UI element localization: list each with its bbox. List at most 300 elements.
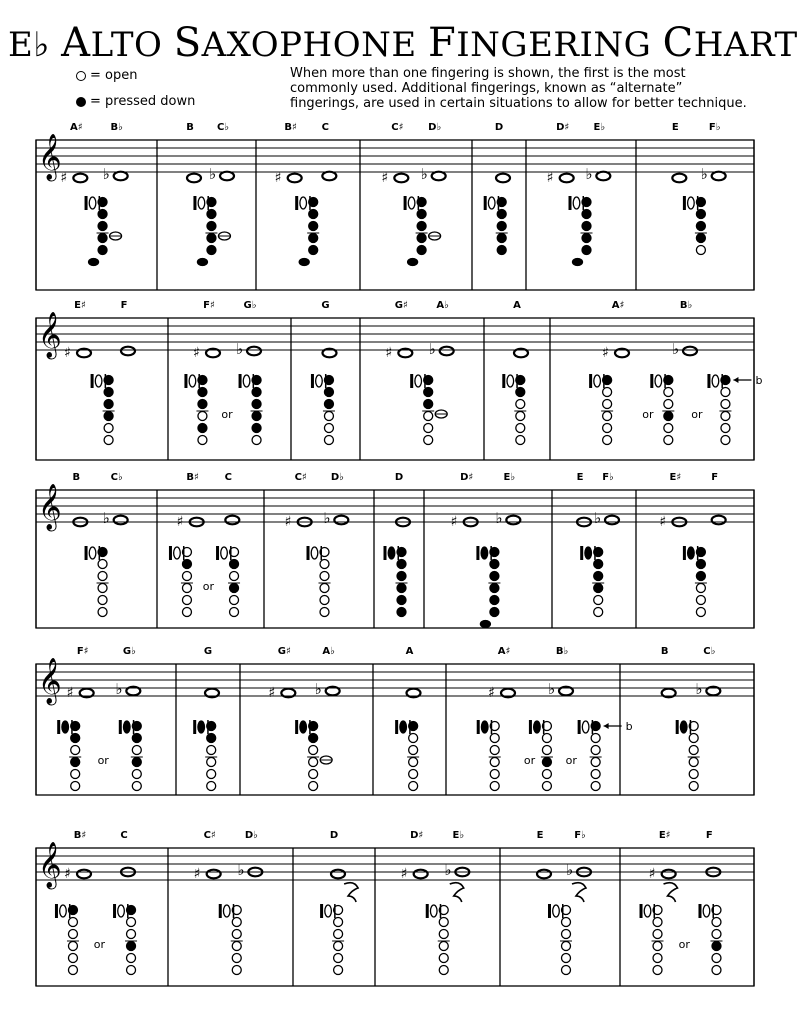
fingering-key-1 [582, 198, 591, 207]
fingering-key-1 [696, 548, 705, 557]
fingering-key-5 [439, 954, 448, 963]
fingering-low-key [299, 259, 309, 266]
fingering-octave-key-bar [410, 374, 413, 388]
fingering-key-4 [594, 584, 603, 593]
fingering-key-5 [309, 770, 318, 779]
fingering-key-2 [324, 388, 333, 397]
note-note-head [537, 870, 551, 879]
fingering-octave-key-bar [589, 374, 592, 388]
note-sharp-sign: ♯ [60, 170, 68, 186]
fingering-alt-key-5 [664, 424, 673, 433]
note-sharp-sign: ♯ [385, 345, 393, 361]
cell-1-7 [672, 122, 726, 255]
fingering-key-4 [562, 942, 571, 951]
fingering-key-2 [582, 210, 591, 219]
fingering-alt-key-2 [252, 388, 261, 397]
note-flat-sign: ♭ [428, 340, 436, 358]
fingering-key-6 [309, 782, 318, 791]
fingering-palm-keys [572, 883, 586, 902]
fingering-alt-thumb-key [221, 547, 228, 559]
fingering-alt-key-2 [230, 560, 239, 569]
flat-key-label: b [625, 720, 633, 733]
fingering-octave-key-bar [320, 904, 323, 918]
fingering-thumb-key [300, 197, 307, 209]
fingering-alt-key-3 [664, 400, 673, 409]
fingering-key-5 [324, 424, 333, 433]
fingering-key-1 [409, 722, 418, 731]
fingering-key-6 [324, 436, 333, 445]
fingering-key-2 [490, 734, 499, 743]
fingering-key-1 [516, 376, 525, 385]
fingering-key-4 [98, 584, 107, 593]
fingering-key-2 [320, 560, 329, 569]
fingering-thumb-key [316, 375, 323, 387]
fingering-key-2 [439, 918, 448, 927]
treble-clef-icon: 𝄞 [38, 658, 62, 704]
fingering-key-6 [490, 782, 499, 791]
note-name: B [660, 646, 669, 657]
fingering-key-6 [516, 436, 525, 445]
fingering-octave-key-bar [295, 196, 298, 210]
note-name: F♭ [708, 122, 721, 133]
note-flat-sign: ♭ [548, 680, 556, 698]
note-note-head [207, 870, 221, 879]
fingering-key-2 [653, 918, 662, 927]
fingering-key-2 [104, 388, 113, 397]
note-sharp-sign: ♯ [381, 170, 389, 186]
fingering-alt-key-5 [252, 424, 261, 433]
fingering-thumb-key [481, 547, 488, 559]
cell-1-5 [484, 122, 510, 255]
fingering-alt2-key-5 [721, 424, 730, 433]
cell-2-3 [311, 300, 337, 445]
fingering-key-2 [409, 734, 418, 743]
note-note-head [506, 516, 520, 525]
note-note-head [605, 516, 619, 525]
cell-1-3 [275, 122, 337, 266]
fingering-key-3 [497, 222, 506, 231]
fingering-alt-key-6 [127, 966, 136, 975]
fingering-thumb-key [223, 905, 230, 917]
page-title: E♭ ALTO SAXOPHONE FINGERING CHART [8, 20, 798, 66]
fingering-alt2-key-2 [721, 388, 730, 397]
cell-4-1 [57, 646, 143, 791]
fingering-key-2 [232, 918, 241, 927]
fingering-key-3 [397, 572, 406, 581]
fingering-key-4 [424, 412, 433, 421]
note-flat-sign: ♭ [102, 165, 110, 183]
fingering-key-5 [562, 954, 571, 963]
fingering-octave-key-bar [85, 196, 88, 210]
row-frame [36, 140, 754, 290]
fingering-key-6 [182, 608, 191, 617]
fingering-octave-key-bar [307, 546, 310, 560]
fingering-key-4 [696, 234, 705, 243]
fingering-key-4 [320, 584, 329, 593]
fingering-key-1 [309, 198, 318, 207]
fingering-octave-key-bar [57, 720, 60, 734]
note-name: B♯ [186, 472, 199, 483]
fingering-key-5 [98, 246, 107, 255]
cell-3-3 [285, 472, 349, 617]
fingering-key-3 [98, 572, 107, 581]
note-name: G [321, 300, 330, 311]
note-name: C♯ [391, 122, 404, 133]
fingering-key-5 [334, 954, 343, 963]
fingering-key-2 [490, 560, 499, 569]
fingering-key-4 [516, 412, 525, 421]
fingering-alt-key-6 [542, 782, 551, 791]
fingering-key-3 [320, 572, 329, 581]
cell-3-2 [169, 472, 240, 617]
note-name: F♯ [203, 300, 215, 311]
fingering-alt-key-3 [252, 400, 261, 409]
fingering-octave-key-bar [219, 904, 222, 918]
or-label: or [93, 938, 105, 951]
fingering-octave-key-bar [580, 546, 583, 560]
fingering-alt-key-2 [542, 734, 551, 743]
fingering-key-2 [309, 734, 318, 743]
fingering-key-3 [689, 746, 698, 755]
fingering-key-2 [198, 388, 207, 397]
note-flat-sign: ♭ [237, 861, 245, 879]
cell-5-3 [320, 830, 358, 975]
fingering-alt2-key-1 [721, 376, 730, 385]
fingering-key-1 [207, 722, 216, 731]
fingering-alt2-key-2 [591, 734, 600, 743]
fingering-octave-key-bar [683, 196, 686, 210]
fingering-thumb-key [388, 547, 395, 559]
note-name: G♯ [394, 300, 408, 311]
chart-row-1 [36, 122, 754, 290]
or-label: or [678, 938, 690, 951]
note-name: C♭ [110, 472, 123, 483]
note-name: A♭ [436, 300, 449, 311]
note-note-head [225, 516, 239, 525]
note-sharp-sign: ♯ [284, 514, 292, 530]
note-name: E♭ [503, 472, 516, 483]
note-note-head [560, 174, 574, 183]
note-sharp-sign: ♯ [176, 514, 184, 530]
fingering-key-1 [98, 548, 107, 557]
fingering-octave-key-bar [548, 904, 551, 918]
chart-row-5 [36, 830, 754, 986]
fingering-octave-key-bar [395, 720, 398, 734]
fingering-key-4 [603, 412, 612, 421]
fingering-alt2-thumb-key [582, 721, 589, 733]
fingering-alt-key-1 [664, 376, 673, 385]
fingering-key-4 [309, 758, 318, 767]
fingering-key-3 [696, 222, 705, 231]
fingering-key-1 [207, 198, 216, 207]
cell-4-5 [477, 646, 633, 791]
fingering-octave-key-bar [193, 720, 196, 734]
fingering-alt-octave-key-bar [113, 904, 116, 918]
usage-note: When more than one fingering is shown, the first is the most commonly used. Additional fingerings, known as “alternate” fingerings, are used in certain situations to allow for better technique. [290, 66, 747, 111]
or-label: or [221, 408, 233, 421]
fingering-key-3 [490, 572, 499, 581]
note-name: C [120, 830, 128, 841]
fingering-thumb-key [198, 721, 205, 733]
fingering-key-4 [689, 758, 698, 767]
cell-5-1 [55, 830, 137, 975]
note-sharp-sign: ♯ [450, 514, 458, 530]
fingering-octave-key-bar [295, 720, 298, 734]
note-name: A♭ [322, 646, 335, 657]
fingering-alt-octave-key-bar [119, 720, 122, 734]
note-sharp-sign: ♯ [400, 866, 408, 882]
fingering-alt2-key-5 [591, 770, 600, 779]
cell-3-4 [384, 472, 411, 617]
fingering-key-6 [104, 436, 113, 445]
fingering-thumb-key [89, 197, 96, 209]
fingering-key-2 [696, 560, 705, 569]
fingering-octave-key-bar [404, 196, 407, 210]
fingering-key-6 [397, 608, 406, 617]
note-name: F [705, 830, 713, 841]
note-note-head [414, 870, 428, 879]
cell-3-1 [73, 472, 128, 617]
fingering-key-2 [516, 388, 525, 397]
fingering-key-3 [409, 746, 418, 755]
fingering-key-4 [497, 234, 506, 243]
fingering-key-1 [104, 376, 113, 385]
note-name: F [120, 300, 128, 311]
cell-2-5 [502, 300, 528, 445]
fingering-alt-key-1 [127, 906, 136, 915]
cell-5-2 [194, 830, 263, 975]
note-note-head [220, 172, 234, 181]
fingering-key-1 [490, 548, 499, 557]
legend-pressed-label: = pressed down [90, 94, 196, 109]
note-flat-sign: ♭ [102, 509, 110, 527]
fingering-key-4 [309, 234, 318, 243]
fingering-key-2 [207, 210, 216, 219]
row-frame [36, 664, 754, 795]
note-sharp-sign: ♯ [64, 345, 71, 361]
fingering-thumb-key [408, 197, 415, 209]
note-note-head [596, 172, 610, 181]
note-name: D♭ [330, 472, 344, 483]
fingering-alt-key-4 [132, 758, 141, 767]
note-name: A [513, 300, 521, 311]
cell-4-4 [395, 646, 420, 791]
fingering-thumb-key [430, 905, 437, 917]
fingering-key-1 [424, 376, 433, 385]
note-flat-sign: ♭ [314, 680, 322, 698]
fingering-thumb-key [594, 375, 601, 387]
note-name: E [671, 122, 679, 133]
note-name: G♯ [277, 646, 291, 657]
fingering-alt-key-2 [712, 918, 721, 927]
fingering-alt2-key-3 [721, 400, 730, 409]
note-flat-sign: ♭ [236, 340, 244, 358]
fingering-alt-key-1 [132, 722, 141, 731]
note-name: D♭ [244, 830, 258, 841]
fingering-key-6 [594, 608, 603, 617]
note-sharp-sign: ♯ [193, 866, 201, 882]
note-name: C♯ [294, 472, 307, 483]
note-name: G [203, 646, 213, 657]
fingering-key-4 [696, 584, 705, 593]
fingering-key-5 [207, 246, 216, 255]
note-name: E [536, 830, 544, 841]
fingering-key-2 [98, 210, 107, 219]
flat-key-label: b [755, 374, 763, 387]
fingering-key-4 [104, 412, 113, 421]
fingering-key-1 [497, 198, 506, 207]
arrow-head-icon [733, 377, 738, 383]
fingering-key-3 [562, 930, 571, 939]
fingering-key-5 [696, 246, 705, 255]
note-name: D [329, 830, 339, 841]
fingering-key-1 [397, 548, 406, 557]
fingering-key-1 [309, 722, 318, 731]
fingering-octave-key-bar [569, 196, 572, 210]
cell-2-4 [385, 300, 453, 445]
chart-row-2 [36, 300, 762, 460]
fingering-key-5 [232, 954, 241, 963]
fingering-key-1 [696, 198, 705, 207]
fingering-key-5 [198, 424, 207, 433]
note-sharp-sign: ♯ [546, 170, 554, 186]
note-sharp-sign: ♯ [488, 685, 495, 701]
fingering-alt2-key-4 [591, 758, 600, 767]
fingering-key-2 [603, 388, 612, 397]
note-flat-sign: ♭ [695, 680, 703, 698]
fingering-thumb-key [680, 721, 687, 733]
fingering-alt-key-5 [132, 770, 141, 779]
note-note-head [432, 172, 446, 181]
fingering-alt2-key-6 [721, 436, 730, 445]
note-name: A♯ [70, 122, 83, 133]
note-note-head [77, 870, 91, 879]
fingering-thumb-key [585, 547, 592, 559]
cell-1-2 [186, 122, 234, 266]
or-label: or [691, 408, 703, 421]
fingering-thumb-key [400, 721, 407, 733]
cell-3-5 [451, 472, 521, 628]
fingering-key-4 [439, 942, 448, 951]
fingering-key-3 [207, 222, 216, 231]
fingering-thumb-key [573, 197, 580, 209]
fingering-low-key [480, 621, 490, 628]
treble-clef-icon: 𝄞 [38, 312, 62, 358]
fingering-low-key [89, 259, 99, 266]
fingering-key-6 [439, 966, 448, 975]
fingering-key-3 [98, 222, 107, 231]
or-label: or [642, 408, 654, 421]
note-name: D [394, 472, 404, 483]
fingering-palm-keys [344, 883, 358, 902]
note-name: C [321, 122, 330, 133]
note-name: B [72, 472, 81, 483]
note-name: F♯ [76, 646, 89, 657]
fingering-alt2-octave-key-bar [707, 374, 710, 388]
or-label: or [97, 754, 109, 767]
fingering-alt-key-2 [127, 918, 136, 927]
note-name: F [711, 472, 719, 483]
note-sharp-sign: ♯ [274, 170, 282, 186]
fingering-key-5 [603, 424, 612, 433]
fingering-key-2 [696, 210, 705, 219]
cell-4-3 [268, 646, 339, 791]
fingering-key-2 [689, 734, 698, 743]
fingering-key-4 [490, 584, 499, 593]
note-sharp-sign: ♯ [66, 685, 74, 701]
title-flat: E♭ [8, 25, 50, 65]
fingering-key-6 [490, 608, 499, 617]
fingering-alt-octave-key-bar [529, 720, 532, 734]
fingering-key-2 [417, 210, 426, 219]
fingering-key-1 [324, 376, 333, 385]
fingering-key-2 [594, 560, 603, 569]
fingering-octave-key-bar [426, 904, 429, 918]
fingering-key-6 [603, 436, 612, 445]
note-name: A♯ [497, 646, 511, 657]
fingering-alt-key-3 [132, 746, 141, 755]
fingering-alt-thumb-key [124, 721, 131, 733]
fingering-key-5 [689, 770, 698, 779]
fingering-key-5 [309, 246, 318, 255]
chart-row-3 [36, 472, 754, 628]
fingering-key-3 [424, 400, 433, 409]
fingering-alt2-thumb-key [712, 375, 719, 387]
fingering-key-3 [603, 400, 612, 409]
note-name: B♯ [284, 122, 297, 133]
cell-2-6 [589, 300, 762, 445]
fingering-palm-keys [664, 883, 678, 902]
note-note-head [114, 516, 128, 525]
fingering-octave-key-bar [676, 720, 679, 734]
note-note-head [288, 174, 302, 183]
fingering-key-6 [68, 966, 77, 975]
note-note-head [683, 347, 697, 356]
note-sharp-sign: ♯ [193, 345, 200, 361]
fingering-alt-key-1 [252, 376, 261, 385]
note-sharp-sign: ♯ [64, 866, 71, 882]
fingering-alt-key-4 [664, 412, 673, 421]
fingering-alt-key-6 [132, 782, 141, 791]
fingering-alt-key-2 [664, 388, 673, 397]
fingering-key-1 [417, 198, 426, 207]
note-flat-sign: ♭ [115, 680, 123, 698]
fingering-thumb-key [95, 375, 102, 387]
fingering-octave-key-bar [484, 196, 487, 210]
arrow-head-icon [604, 723, 609, 729]
fingering-key-6 [689, 782, 698, 791]
fingering-key-5 [490, 770, 499, 779]
treble-clef-icon: 𝄞 [38, 484, 62, 530]
fingering-thumb-key [415, 375, 422, 387]
fingering-key-4 [417, 234, 426, 243]
fingering-octave-key-bar [311, 374, 314, 388]
note-flat-sign: ♭ [444, 861, 452, 879]
note-name: B♭ [679, 300, 693, 311]
fingering-key-4 [490, 758, 499, 767]
fingering-key-5 [497, 246, 506, 255]
fingering-octave-key-bar [193, 196, 196, 210]
fingering-key-3 [490, 746, 499, 755]
fingering-key-5 [397, 596, 406, 605]
fingering-palm-keys [450, 883, 464, 902]
fingering-alt-key-4 [542, 758, 551, 767]
fingering-key-4 [207, 758, 216, 767]
fingering-key-6 [98, 608, 107, 617]
note-name: B♯ [73, 830, 87, 841]
fingering-key-2 [562, 918, 571, 927]
note-name: D♭ [428, 122, 442, 133]
